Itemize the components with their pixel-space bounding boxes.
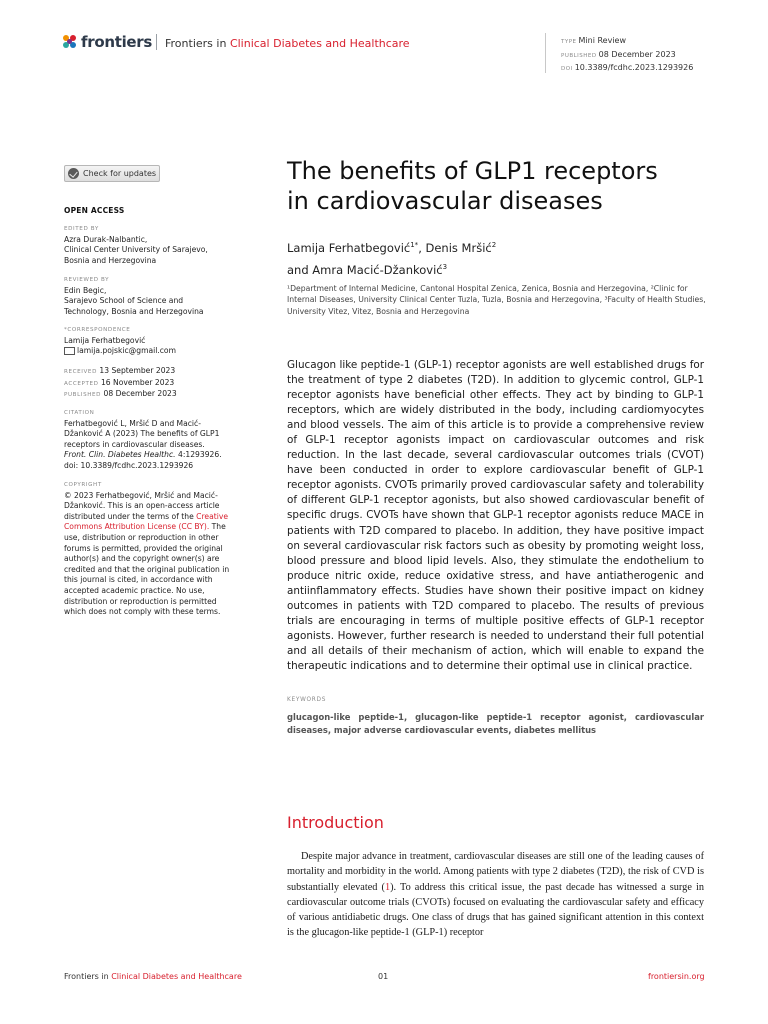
footer-journal-name: Clinical Diabetes and Healthcare (111, 972, 242, 981)
intro-text-part: ). To address this critical issue, the past decade has witnessed a surge in cardiovascular outcome trials (CVOTs) focused on evaluating the cardiovascular safety and efficacy of various antidiabetic drugs. One class of drugs that has gained significant attention in this context is the glucagon-like peptide-1 (GLP-1) receptor (287, 881, 704, 939)
author-list: Lamija Ferhatbegović$^{1*}$, Denis Mršić$^2$ and Amra Macić-Džanković$^3$ (287, 240, 497, 277)
published-value-left: 08 December 2023 (103, 389, 177, 399)
reviewed-by-line: Sarajevo School of Science and (64, 296, 184, 306)
mail-icon (64, 347, 75, 355)
abstract: Glucagon like peptide-1 (GLP-1) receptor agonists are well established drugs for the treatment of type 2 diabetes (T2D). In addition to glycemic control, GLP-1 receptor agonists have beneficial other effects. They act by binding to GLP-1 receptors, which are widely distributed in the body, including cardiomyocytes and blood vessels. The aim of this article is to provide a comprehensive review of GLP-1 receptor agonists impact on cardiovascular outcomes and risk reduction. In the last decade, several cardiovascular outcomes trials (CVOT) have been conducted in order to explore cardiovascular benefit of GLP-1 receptor agonists. CVOTs primarily proved cardiovascular safety and tolerability of different GLP-1 receptor agonists, but also showed cardiovascular benefit of specific drugs. CVOTs have shown that GLP-1 receptor agonists reduce MACE in patients with T2D compared to placebo. In addition, they have positive impact on several cardiovascular risk factors such as obesity by promoting weight loss, blood pressure and blood lipid levels. Also, they stimulate the endothelium to produce nitric oxide, reduce oxidative stress, and have antiatherogenic and antiinflammatory effects. Studies have shown their positive impact on kidney outcomes in patients with T2D compared to placebo. The results of previous trials are encouraging in terms of multiple positive effects of GLP-1 receptor agonists. However, further research is needed to understand their full potential and all details of their mechanism of action, which will enable to expand the therapeutic indications and to determine their optimal use in clinical practice. (287, 359, 704, 672)
frontiers-logo-icon (63, 35, 77, 49)
author-name[interactable]: Denis Mršić (425, 240, 492, 255)
published-key-left: PUBLISHED (64, 392, 102, 399)
citation-label: CITATION (64, 410, 95, 416)
intro-paragraph (287, 849, 704, 941)
copyright-line: The (211, 522, 226, 532)
correspondence-name: Lamija Ferhatbegović (64, 335, 146, 345)
author-affiliation-sup: 2 (491, 241, 497, 249)
title-line: The benefits of GLP1 receptors (287, 157, 658, 185)
section-heading: Introduction (287, 813, 384, 832)
keywords: glucagon-like peptide-1, glucagon-like peptide-1 receptor agonist, cardiovascular diseases, major adverse cardiovascular events, diabetes mellitus (287, 712, 704, 735)
published-key: PUBLISHED (561, 52, 597, 59)
reviewed-by-line: Technology, Bosnia and Herzegovina (64, 306, 204, 316)
meta-divider (545, 33, 546, 73)
license-link-cont[interactable]: Commons Attribution License (CC BY). (64, 522, 210, 532)
copyright-line: which does not comply with these terms. (64, 607, 221, 617)
edited-by-label: EDITED BY (64, 226, 99, 232)
author-affiliation-sup: 3 (442, 262, 448, 271)
reviewed-by-line: Edin Begic, (64, 285, 107, 295)
check-updates-label: Check for updates (83, 169, 157, 178)
journal-header[interactable] (165, 37, 410, 50)
correspondence-email[interactable]: lamija.pojskic@gmail.com (77, 346, 176, 356)
copyright-line: distributed under the terms of the (64, 511, 194, 521)
citation-line: receptors in cardiovascular diseases. (64, 439, 205, 449)
accepted-value: 16 November 2023 (100, 377, 175, 387)
copyright-block (64, 480, 244, 618)
author-name[interactable]: Lamija Ferhatbegović (287, 240, 411, 255)
author-name[interactable]: and Amra Macić-Džanković (287, 262, 443, 277)
edited-by-block (64, 224, 244, 266)
edited-by-line: Azra Durak-Nalbantic, (64, 234, 148, 244)
published-value: 08 December 2023 (598, 49, 676, 59)
copyright-label: COPYRIGHT (64, 482, 102, 488)
page-number: 01 (378, 972, 389, 981)
correspondence-block (64, 325, 244, 357)
intro-text-part: Despite major advance in treatment, cardiovascular diseases are still one of the leading causes of mortality and morbidity in the world. Among patients with type 2 diabetes (T2D), the risk of CVD is substantially elevated ( (287, 851, 704, 893)
keywords-label: KEYWORDS (287, 697, 327, 703)
citation-block (64, 408, 244, 472)
edited-by-line: Bosnia and Herzegovina (64, 255, 157, 265)
journal-prefix: Frontiers in (165, 37, 227, 50)
edited-by-line: Clinical Center University of Sarajevo, (64, 245, 208, 255)
citation-line: Ferhatbegović L, Mršić D and Macić- (64, 418, 201, 428)
frontiers-logo[interactable] (63, 33, 152, 51)
copyright-line: forums is permitted, provided the original (64, 543, 223, 553)
journal-name: Clinical Diabetes and Healthcare (229, 37, 410, 50)
doi-key: DOI (561, 66, 573, 72)
footer-journal-prefix: Frontiers in (64, 972, 109, 981)
doi-link[interactable]: 10.3389/fcdhc.2023.1293926 (574, 63, 694, 72)
copyright-line: Džanković. This is an open-access article (64, 501, 220, 511)
author-affiliation-sup: 1* (410, 241, 419, 249)
received-value: 13 September 2023 (99, 366, 176, 375)
logo-wordmark: frontiers (81, 33, 153, 51)
title-line: in cardiovascular diseases (287, 187, 603, 215)
license-link[interactable]: Creative (196, 511, 229, 521)
copyright-line: use, distribution or reproduction in other (64, 532, 219, 542)
check-for-updates-button[interactable] (64, 165, 160, 182)
type-value: Mini Review (578, 36, 627, 45)
open-access-label: OPEN ACCESS (64, 206, 125, 215)
received-key: RECEIVED (64, 369, 97, 375)
reviewed-by-block (64, 275, 244, 317)
citation-line: Džanković A (2023) The benefits of GLP1 (64, 429, 220, 439)
article-meta (561, 35, 693, 76)
check-icon (68, 168, 79, 179)
copyright-line: accepted academic practice. No use, (64, 585, 205, 595)
correspondence-label: *CORRESPONDENCE (64, 327, 131, 333)
accepted-key: ACCEPTED (64, 380, 99, 387)
reference-link[interactable]: 1 (384, 881, 391, 893)
footer-journal[interactable] (64, 972, 242, 981)
citation-journal: Front. Clin. Diabetes Healthc. (64, 450, 176, 460)
copyright-line: credited and that the original publication in (64, 564, 230, 574)
footer-site-link[interactable]: frontiersin.org (648, 972, 705, 981)
reviewed-by-label: REVIEWED BY (64, 277, 110, 283)
type-key: TYPE (561, 39, 577, 45)
copyright-line: author(s) and the copyright owner(s) are (64, 554, 220, 564)
header-divider (156, 34, 157, 50)
affiliations: ¹Department of Internal Medicine, Cantonal Hospital Zenica, Zenica, Bosnia and Herzegovina, ²Clinic for Internal Diseases, University Clinical Center Tuzla, Tuzla, Bosnia and Herzegovina, ³Faculty of Health Studies, University Vitez, Vitez, Bosnia and Herzegovina (287, 284, 706, 316)
citation-volume: 4:1293926. (178, 450, 222, 460)
copyright-line: this journal is cited, in accordance with (64, 575, 213, 585)
dates-block (64, 366, 244, 401)
copyright-line: © 2023 Ferhatbegović, Mršić and Macić- (64, 490, 218, 500)
article-title (287, 156, 707, 216)
citation-doi[interactable]: doi: 10.3389/fcdhc.2023.1293926 (64, 460, 194, 470)
copyright-line: distribution or reproduction is permitted (64, 596, 217, 606)
